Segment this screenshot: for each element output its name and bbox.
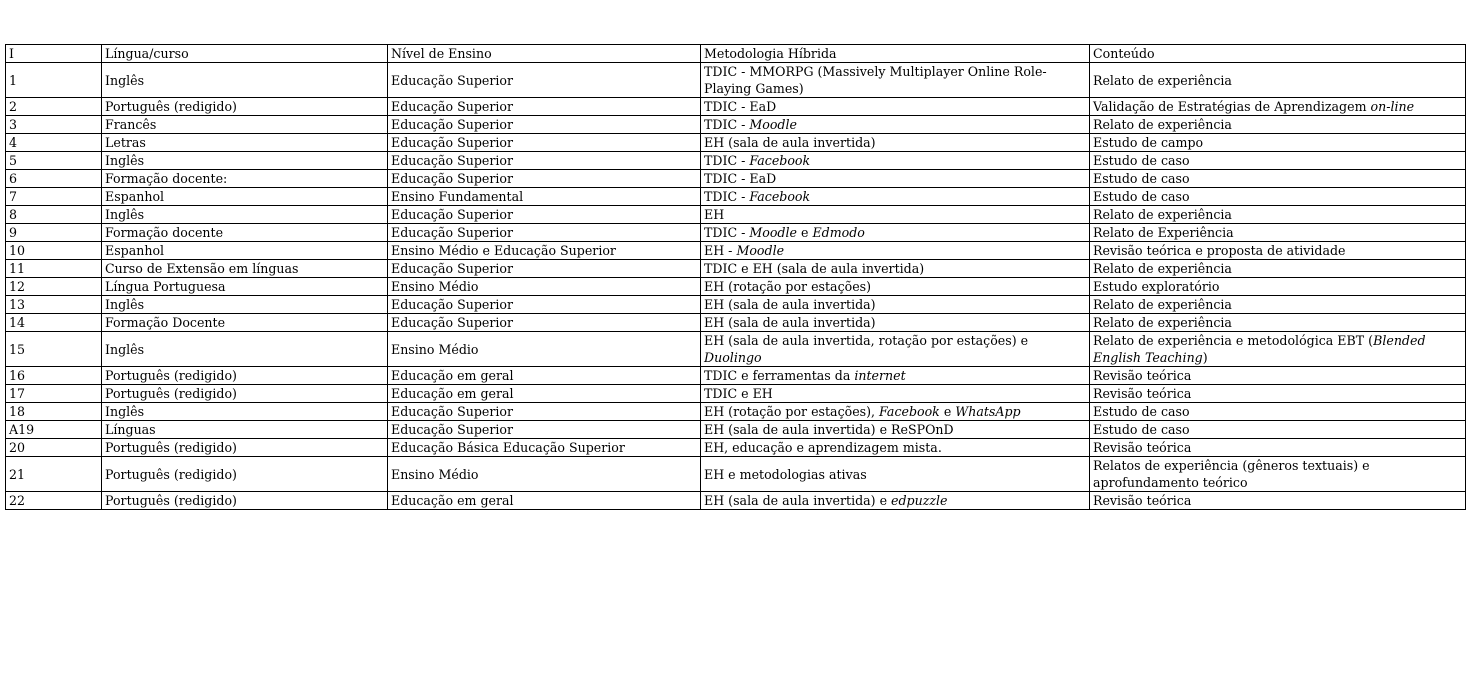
- cell-id: 17: [6, 385, 102, 403]
- cell-id: 15: [6, 332, 102, 367]
- cell-metodologia-segment: TDIC -: [704, 225, 750, 240]
- table-row: [6, 206, 1466, 224]
- cell-conteudo: [1090, 98, 1466, 116]
- cell-metodologia: [701, 332, 1090, 367]
- cell-conteudo: [1090, 457, 1466, 492]
- cell-metodologia: [701, 63, 1090, 98]
- cell-lingua-curso: Português (redigido): [102, 367, 388, 385]
- cell-conteudo: [1090, 170, 1466, 188]
- table-row: [6, 421, 1466, 439]
- cell-id: 4: [6, 134, 102, 152]
- cell-metodologia-segment: TDIC -: [704, 153, 750, 168]
- cell-conteudo-segment: Relatos de experiência (gêneros textuais) e aprofundamento teórico: [1093, 458, 1370, 490]
- cell-conteudo: [1090, 367, 1466, 385]
- cell-metodologia: [701, 314, 1090, 332]
- cell-conteudo-segment: Revisão teórica: [1093, 440, 1192, 455]
- cell-conteudo-segment: Relato de experiência: [1093, 297, 1232, 312]
- cell-conteudo-segment: Relato de Experiência: [1093, 225, 1234, 240]
- cell-metodologia-segment: TDIC e EH: [704, 386, 773, 401]
- studies-table: [5, 44, 1466, 510]
- cell-metodologia-segment: internet: [854, 368, 906, 383]
- cell-conteudo-segment: Validação de Estratégias de Aprendizagem: [1093, 99, 1371, 114]
- cell-conteudo: [1090, 314, 1466, 332]
- cell-conteudo: [1090, 224, 1466, 242]
- cell-metodologia-segment: EH (sala de aula invertida) e ReSPOnD: [704, 422, 954, 437]
- cell-lingua-curso: Francês: [102, 116, 388, 134]
- cell-conteudo-segment: Estudo de caso: [1093, 171, 1190, 186]
- cell-nivel-ensino: Educação Superior: [388, 296, 701, 314]
- cell-metodologia: [701, 403, 1090, 421]
- table-row: [6, 385, 1466, 403]
- cell-conteudo: [1090, 134, 1466, 152]
- cell-metodologia-segment: Facebook: [749, 153, 811, 168]
- cell-conteudo: [1090, 296, 1466, 314]
- cell-nivel-ensino: Educação Superior: [388, 63, 701, 98]
- cell-metodologia: [701, 242, 1090, 260]
- cell-conteudo: [1090, 439, 1466, 457]
- cell-conteudo: [1090, 152, 1466, 170]
- cell-metodologia-segment: EH (sala de aula invertida): [704, 297, 876, 312]
- cell-id: 7: [6, 188, 102, 206]
- cell-nivel-ensino: Educação Superior: [388, 224, 701, 242]
- cell-nivel-ensino: Ensino Médio e Educação Superior: [388, 242, 701, 260]
- cell-nivel-ensino: Educação Básica Educação Superior: [388, 439, 701, 457]
- cell-conteudo-segment: Relato de experiência: [1093, 207, 1232, 222]
- table-row: [6, 188, 1466, 206]
- cell-lingua-curso: Inglês: [102, 332, 388, 367]
- cell-lingua-curso: Inglês: [102, 296, 388, 314]
- cell-metodologia: [701, 206, 1090, 224]
- cell-metodologia: [701, 170, 1090, 188]
- table-row: [6, 98, 1466, 116]
- cell-nivel-ensino: Educação Superior: [388, 206, 701, 224]
- cell-id: 12: [6, 278, 102, 296]
- table-row: [6, 170, 1466, 188]
- header-conteudo: Conteúdo: [1090, 45, 1466, 63]
- table-row: [6, 332, 1466, 367]
- cell-id: 5: [6, 152, 102, 170]
- table-row: [6, 492, 1466, 510]
- header-id: I: [6, 45, 102, 63]
- cell-metodologia-segment: EH (sala de aula invertida, rotação por estações) e: [704, 333, 1029, 348]
- cell-conteudo: [1090, 421, 1466, 439]
- cell-metodologia: [701, 260, 1090, 278]
- cell-lingua-curso: Espanhol: [102, 188, 388, 206]
- cell-conteudo-segment: ): [1202, 350, 1208, 365]
- cell-metodologia: [701, 296, 1090, 314]
- cell-conteudo-segment: Revisão teórica: [1093, 493, 1192, 508]
- cell-conteudo-segment: Estudo de caso: [1093, 153, 1190, 168]
- cell-metodologia: [701, 116, 1090, 134]
- cell-conteudo: [1090, 385, 1466, 403]
- table-row: [6, 63, 1466, 98]
- cell-nivel-ensino: Ensino Médio: [388, 332, 701, 367]
- cell-nivel-ensino: Ensino Fundamental: [388, 188, 701, 206]
- cell-conteudo: [1090, 260, 1466, 278]
- cell-id: 6: [6, 170, 102, 188]
- table-row: [6, 367, 1466, 385]
- cell-lingua-curso: Inglês: [102, 63, 388, 98]
- cell-metodologia-segment: Edmodo: [812, 225, 865, 240]
- table-row: [6, 403, 1466, 421]
- cell-id: 3: [6, 116, 102, 134]
- cell-metodologia-segment: Duolingo: [704, 350, 762, 365]
- cell-conteudo: [1090, 206, 1466, 224]
- cell-metodologia-segment: EH (sala de aula invertida): [704, 135, 876, 150]
- cell-nivel-ensino: Educação Superior: [388, 152, 701, 170]
- cell-id: 14: [6, 314, 102, 332]
- cell-metodologia-segment: TDIC - MMORPG (Massively Multiplayer Online Role-Playing Games): [704, 64, 1047, 96]
- cell-conteudo: [1090, 188, 1466, 206]
- cell-metodologia-segment: TDIC - EaD: [704, 99, 777, 114]
- cell-conteudo-segment: Blended English Teaching: [1093, 333, 1426, 365]
- cell-metodologia-segment: WhatsApp: [955, 404, 1021, 419]
- cell-metodologia: [701, 134, 1090, 152]
- cell-lingua-curso: Formação docente: [102, 224, 388, 242]
- cell-metodologia: [701, 439, 1090, 457]
- cell-metodologia-segment: TDIC e ferramentas da: [704, 368, 855, 383]
- cell-id: 10: [6, 242, 102, 260]
- table-row: [6, 260, 1466, 278]
- cell-nivel-ensino: Educação Superior: [388, 170, 701, 188]
- cell-metodologia-segment: TDIC -: [704, 117, 750, 132]
- cell-id: 16: [6, 367, 102, 385]
- cell-metodologia: [701, 367, 1090, 385]
- cell-conteudo-segment: Relato de experiência e metodológica EBT (: [1093, 333, 1374, 348]
- header-lingua-curso: Língua/curso: [102, 45, 388, 63]
- cell-metodologia: [701, 224, 1090, 242]
- cell-id: 21: [6, 457, 102, 492]
- cell-lingua-curso: Português (redigido): [102, 439, 388, 457]
- cell-nivel-ensino: Educação Superior: [388, 314, 701, 332]
- cell-lingua-curso: Línguas: [102, 421, 388, 439]
- table-header-row: [6, 45, 1466, 63]
- cell-lingua-curso: Inglês: [102, 403, 388, 421]
- cell-lingua-curso: Espanhol: [102, 242, 388, 260]
- cell-id: A19: [6, 421, 102, 439]
- cell-metodologia-segment: EH (sala de aula invertida) e: [704, 493, 892, 508]
- cell-nivel-ensino: Educação Superior: [388, 421, 701, 439]
- cell-conteudo-segment: Relato de experiência: [1093, 72, 1232, 88]
- table-row: [6, 296, 1466, 314]
- cell-metodologia-segment: EH (rotação por estações),: [704, 404, 880, 419]
- cell-nivel-ensino: Educação Superior: [388, 260, 701, 278]
- cell-conteudo: [1090, 492, 1466, 510]
- cell-conteudo-segment: Estudo exploratório: [1093, 279, 1220, 294]
- cell-nivel-ensino: Educação Superior: [388, 116, 701, 134]
- table-row: [6, 116, 1466, 134]
- cell-metodologia-segment: EH -: [704, 243, 737, 258]
- cell-conteudo: [1090, 63, 1466, 98]
- cell-lingua-curso: Letras: [102, 134, 388, 152]
- cell-metodologia-segment: edpuzzle: [891, 493, 948, 508]
- cell-id: 13: [6, 296, 102, 314]
- cell-metodologia: [701, 385, 1090, 403]
- cell-lingua-curso: Português (redigido): [102, 492, 388, 510]
- cell-metodologia-segment: Moodle: [736, 243, 785, 258]
- table-row: [6, 242, 1466, 260]
- cell-conteudo-segment: Estudo de campo: [1093, 135, 1204, 150]
- cell-conteudo-segment: Estudo de caso: [1093, 404, 1190, 419]
- cell-lingua-curso: Português (redigido): [102, 457, 388, 492]
- table-row: [6, 278, 1466, 296]
- table-row: [6, 152, 1466, 170]
- table-row: [6, 224, 1466, 242]
- cell-conteudo-segment: Revisão teórica: [1093, 386, 1192, 401]
- cell-lingua-curso: Português (redigido): [102, 98, 388, 116]
- cell-nivel-ensino: Educação Superior: [388, 98, 701, 116]
- cell-nivel-ensino: Educação Superior: [388, 403, 701, 421]
- cell-metodologia-segment: EH e metodologias ativas: [704, 466, 867, 482]
- cell-id: 1: [6, 63, 102, 98]
- cell-conteudo-segment: Relato de experiência: [1093, 261, 1232, 276]
- cell-id: 9: [6, 224, 102, 242]
- header-nivel-ensino: Nível de Ensino: [388, 45, 701, 63]
- cell-id: 2: [6, 98, 102, 116]
- cell-conteudo: [1090, 278, 1466, 296]
- cell-conteudo: [1090, 403, 1466, 421]
- cell-metodologia-segment: TDIC -: [704, 189, 750, 204]
- cell-metodologia: [701, 278, 1090, 296]
- cell-conteudo-segment: Relato de experiência: [1093, 117, 1232, 132]
- cell-id: 18: [6, 403, 102, 421]
- table-row: [6, 134, 1466, 152]
- cell-metodologia-segment: e: [796, 225, 813, 240]
- cell-lingua-curso: Curso de Extensão em línguas: [102, 260, 388, 278]
- cell-metodologia: [701, 98, 1090, 116]
- cell-metodologia-segment: TDIC - EaD: [704, 171, 777, 186]
- cell-metodologia-segment: Facebook: [749, 189, 811, 204]
- cell-conteudo: [1090, 116, 1466, 134]
- cell-id: 11: [6, 260, 102, 278]
- cell-conteudo-segment: Estudo de caso: [1093, 422, 1190, 437]
- cell-metodologia-segment: EH (rotação por estações): [704, 279, 872, 294]
- cell-metodologia-segment: TDIC e EH (sala de aula invertida): [704, 261, 925, 276]
- cell-metodologia: [701, 188, 1090, 206]
- cell-lingua-curso: Formação Docente: [102, 314, 388, 332]
- cell-conteudo: [1090, 332, 1466, 367]
- cell-metodologia: [701, 457, 1090, 492]
- cell-metodologia: [701, 421, 1090, 439]
- cell-metodologia-segment: Moodle: [749, 117, 797, 132]
- cell-lingua-curso: Inglês: [102, 206, 388, 224]
- cell-nivel-ensino: Ensino Médio: [388, 457, 701, 492]
- cell-conteudo-segment: Relato de experiência: [1093, 315, 1232, 330]
- cell-id: 20: [6, 439, 102, 457]
- cell-conteudo-segment: on-line: [1370, 99, 1415, 114]
- cell-lingua-curso: Português (redigido): [102, 385, 388, 403]
- cell-nivel-ensino: Educação em geral: [388, 385, 701, 403]
- cell-metodologia-segment: EH, educação e aprendizagem mista.: [704, 440, 942, 455]
- cell-metodologia-segment: EH (sala de aula invertida): [704, 315, 876, 330]
- cell-nivel-ensino: Educação Superior: [388, 134, 701, 152]
- cell-lingua-curso: Inglês: [102, 152, 388, 170]
- cell-conteudo: [1090, 242, 1466, 260]
- cell-metodologia: [701, 492, 1090, 510]
- table-row: [6, 457, 1466, 492]
- cell-metodologia-segment: Facebook: [879, 404, 940, 419]
- table-body: [6, 63, 1466, 510]
- table-row: [6, 439, 1466, 457]
- studies-table-container: [5, 44, 1465, 510]
- cell-metodologia-segment: Moodle: [749, 225, 797, 240]
- cell-lingua-curso: Língua Portuguesa: [102, 278, 388, 296]
- cell-nivel-ensino: Educação em geral: [388, 492, 701, 510]
- cell-nivel-ensino: Educação em geral: [388, 367, 701, 385]
- cell-id: 8: [6, 206, 102, 224]
- cell-conteudo-segment: Estudo de caso: [1093, 189, 1190, 204]
- cell-id: 22: [6, 492, 102, 510]
- cell-conteudo-segment: Revisão teórica e proposta de atividade: [1093, 243, 1346, 258]
- cell-lingua-curso: Formação docente:: [102, 170, 388, 188]
- cell-conteudo-segment: Revisão teórica: [1093, 368, 1192, 383]
- table-row: [6, 314, 1466, 332]
- cell-metodologia: [701, 152, 1090, 170]
- header-metodologia-hibrida: Metodologia Híbrida: [701, 45, 1090, 63]
- cell-nivel-ensino: Ensino Médio: [388, 278, 701, 296]
- cell-metodologia-segment: e: [939, 404, 956, 419]
- cell-metodologia-segment: EH: [704, 207, 725, 222]
